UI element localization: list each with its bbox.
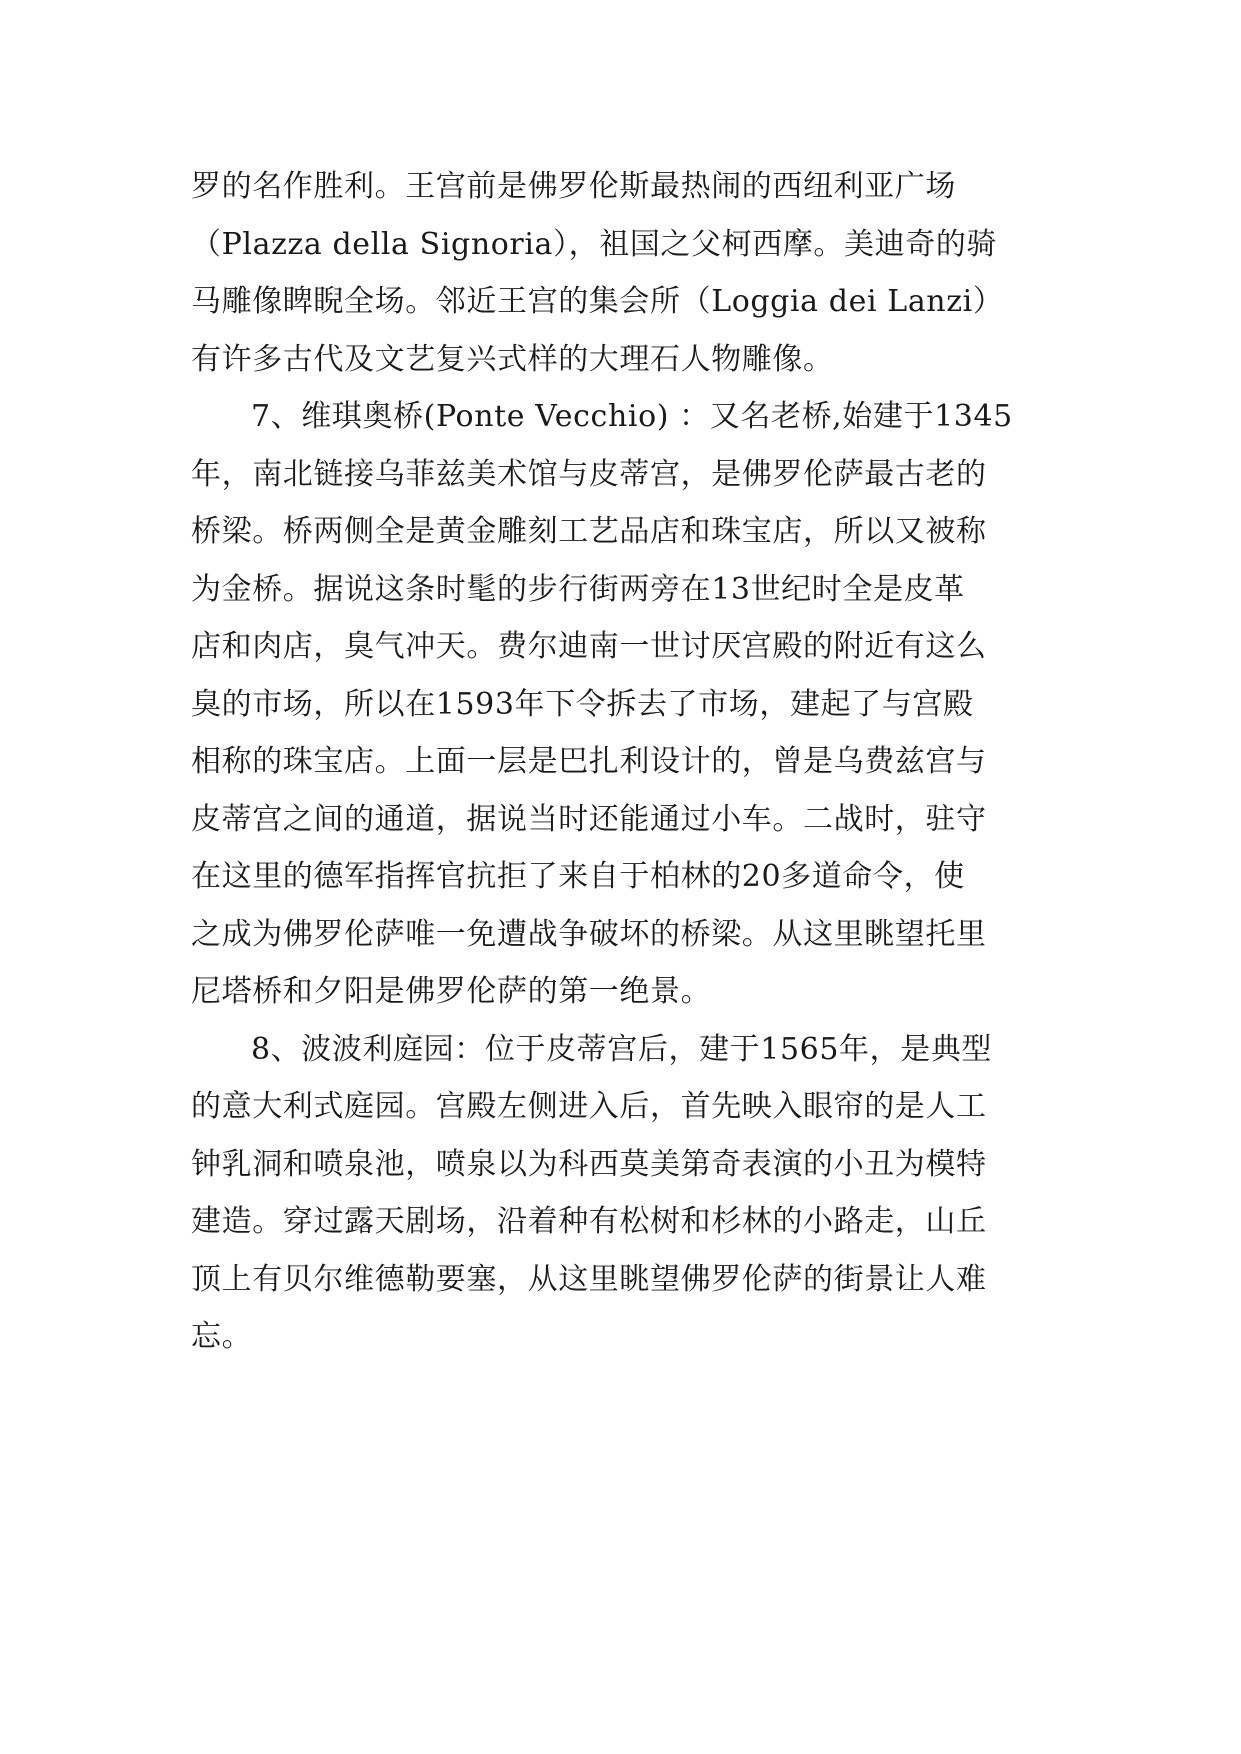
text-line: 罗的名作胜利。王宫前是佛罗伦斯最热闹的西纽利亚广场 [191,169,956,204]
paragraph-start-line: 7、维琪奥桥(Ponte Vecchio) ：又名老桥,始建于1345 [251,399,1013,434]
text-line: 尼塔桥和夕阳是佛罗伦萨的第一绝景。 [191,974,712,1009]
text-line: 有许多古代及文艺复兴式样的大理石人物雕像。 [191,341,834,377]
text-line: 建造。穿过露天剧场，沿着种有松树和杉林的小路走，山丘 [191,1204,987,1239]
text-line: 忘。 [191,1319,253,1354]
text-line: 在这里的德军指挥官抗拒了来自于柏林的20多道命令，使 [191,859,965,894]
text-line: 相称的珠宝店。上面一层是巴扎利设计的，曾是乌费兹宫与 [191,744,987,779]
text-line: 年，南北链接乌菲兹美术馆与皮蒂宫，是佛罗伦萨最古老的 [191,456,987,492]
text-line: 之成为佛罗伦萨唯一免遭战争破坏的桥梁。从这里眺望托里 [191,916,987,952]
paragraph-start-line: 8、波波利庭园：位于皮蒂宫后，建于1565年，是典型 [251,1031,993,1067]
text-line: 桥梁。桥两侧全是黄金雕刻工艺品店和珠宝店，所以又被称 [191,514,987,549]
text-line: 钟乳洞和喷泉池，喷泉以为科西莫美第奇表演的小丑为模特 [191,1146,987,1182]
text-line: 为金桥。据说这条时髦的步行街两旁在13世纪时全是皮革 [191,571,965,607]
text-line: 顶上有贝尔维德勒要塞，从这里眺望佛罗伦萨的街景让人难 [191,1261,987,1297]
text-line: 马雕像睥睨全场。邻近王宫的集会所（Loggia dei Lanzi） [191,284,1004,319]
body-text [191,158,1061,1366]
text-line: 的意大利式庭园。宫殿左侧进入后，首先映入眼帘的是人工 [191,1089,987,1124]
text-line: 臭的市场，所以在1593年下令拆去了市场，建起了与宫殿 [191,686,974,722]
text-line: （Plazza della Signoria），祖国之父柯西摩。美迪奇的骑 [191,226,998,262]
text-line: 皮蒂宫之间的通道，据说当时还能通过小车。二战时，驻守 [191,801,987,837]
text-line: 店和肉店，臭气冲天。费尔迪南一世讨厌宫殿的附近有这么 [191,629,987,664]
